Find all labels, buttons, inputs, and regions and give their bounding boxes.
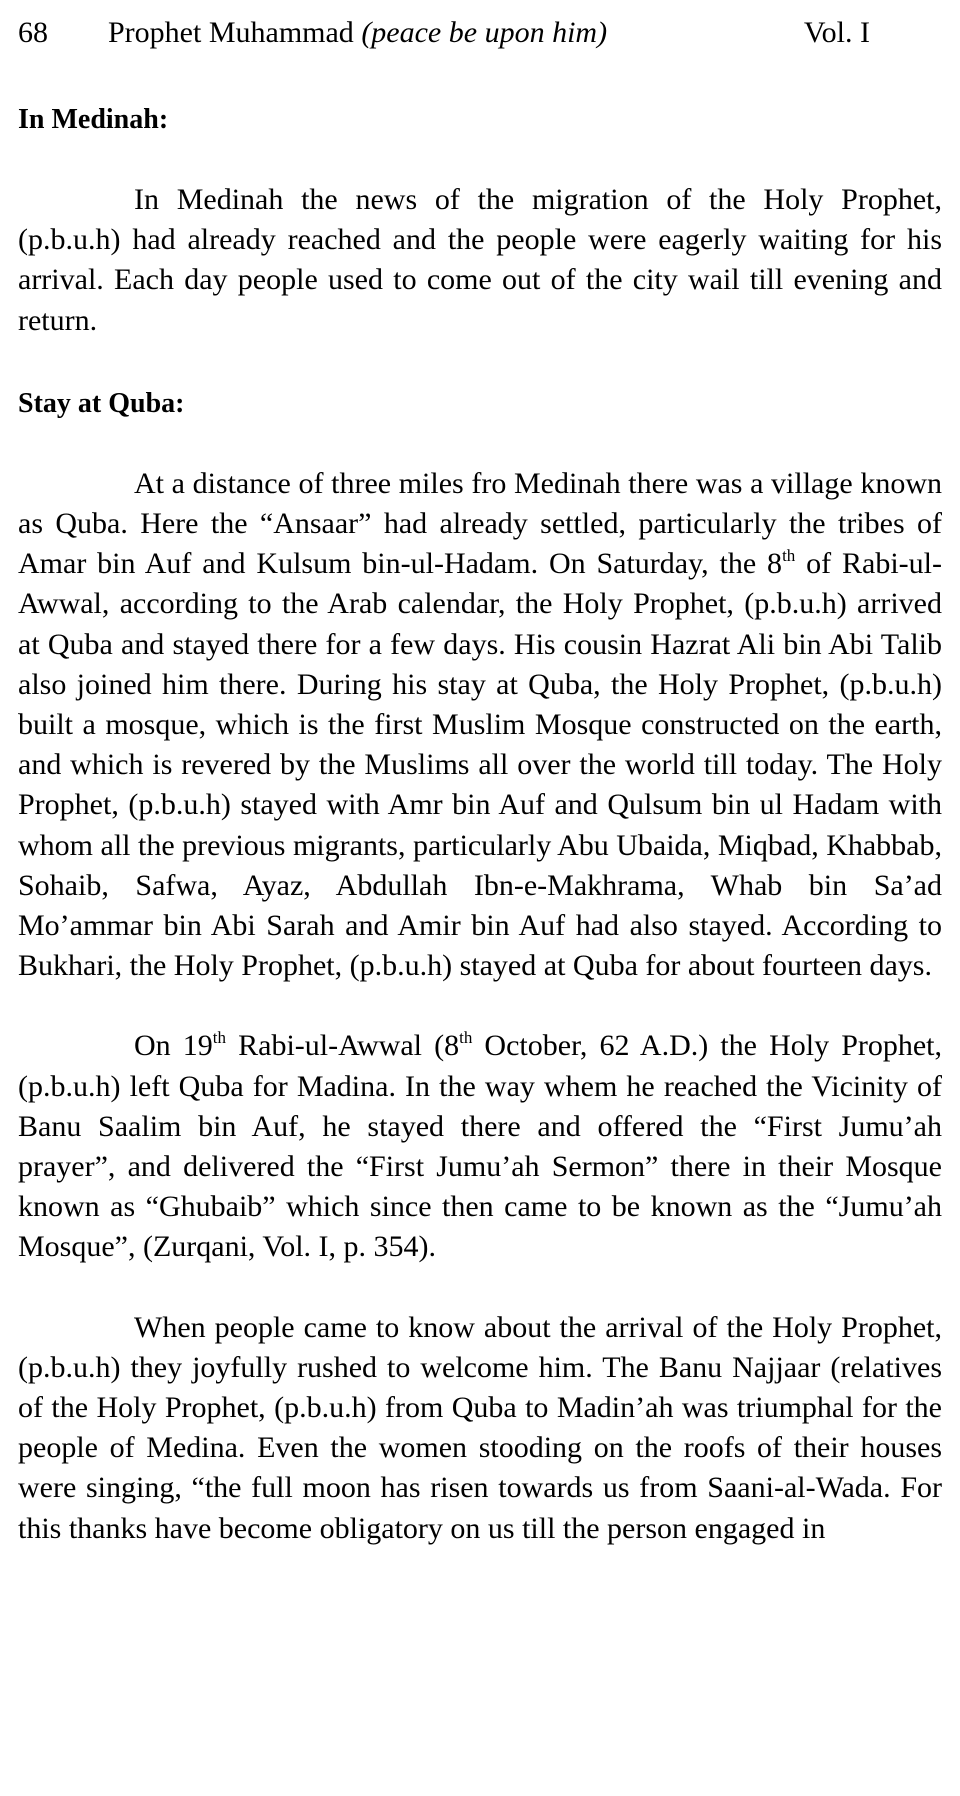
paragraph-medinah-news: In Medinah the news of the migration of the Holy Prophet, (p.b.u.h) had already reached and the people were eagerly waiting for his arrival. Each day people used to come out of the city wail till evening and return. [18,183,942,337]
ordinal-suffix: th [212,1028,227,1048]
text-run: of Rabi-ul-Awwal, according to the Arab calendar, the Holy Prophet, (p.b.u.h) arrived at Quba and stayed there for a few days. His cousin Hazrat Ali bin Abi Talib also joined him there. During his stay at Quba, the Holy Prophet, (p.b.u.h) built a mosque, which is the first Muslim Mosque constructed on the earth, and which is revered by the Muslims all over the world till today. The Holy Prophet, (p.b.u.h) stayed with Amr bin Auf and Qulsum bin ul Hadam with whom all the previous migrants, particularly Abu Ubaida, Miqbad, Khabbab, Sohaib, Safwa, Ayaz, Abdullah Ibn-e-Makhrama, Whab bin Sa’ad Mo’ammar bin Abi Sarah and Amir bin Auf had also stayed. According to Bukhari, the Holy Prophet, (p.b.u.h) stayed at Quba for about fourteen days. [18,547,942,983]
text-run: On 19 [134,1029,213,1063]
book-title [108,8,607,58]
paragraph-quba-stay [18,464,942,987]
ordinal-suffix: th [782,546,796,566]
text-run: At a distance of three miles fro Medinah there was a village known as Quba. Here the “Ansaar” had already settled, particularly the tribes of Amar bin Auf and Kulsum bin-ul-Hadam. On Saturday, the 8 [18,466,942,581]
volume-label: Vol. I [803,16,870,49]
book-title-main: Prophet Muhammad [108,16,354,49]
paragraph-welcome: When people came to know about the arrival of the Holy Prophet, (p.b.u.h) they joyfully rushed to welcome him. The Banu Najjaar (relatives of the Holy Prophet, (p.b.u.h) from Quba to Madin’ah was triumphal for the people of Medina. Even the women stooding on the roofs of their houses were singing, “the full moon has risen towards us from Saani-al-Wada. For this thanks have become obligatory on us till the person engaged in [18,1310,942,1545]
paragraph-first-jumuah [18,1026,942,1267]
section-heading-quba: Stay at Quba: [18,387,185,419]
book-title-honorific: (peace be upon him) [361,16,608,49]
text-run: October, 62 A.D.) the Holy Prophet, (p.b.u.h) left Quba for Madina. In the way whem he reached the Vicinity of Banu Saalim bin Auf, he stayed there and offered the “First Jumu’ah prayer”, and delivered the “First Jumu’ah Sermon” there in their Mosque known as “Ghubaib” which since then came to be known as the “Jumu’ah Mosque”, (Zurqani, Vol. I, p. 354). [18,1029,943,1264]
running-header [18,8,942,58]
book-page [18,8,942,1549]
text-run: Rabi-ul-Awwal (8 [226,1029,460,1063]
section-heading-medinah: In Medinah: [18,104,169,135]
ordinal-suffix: th [459,1028,473,1048]
page-number: 68 [18,16,48,49]
